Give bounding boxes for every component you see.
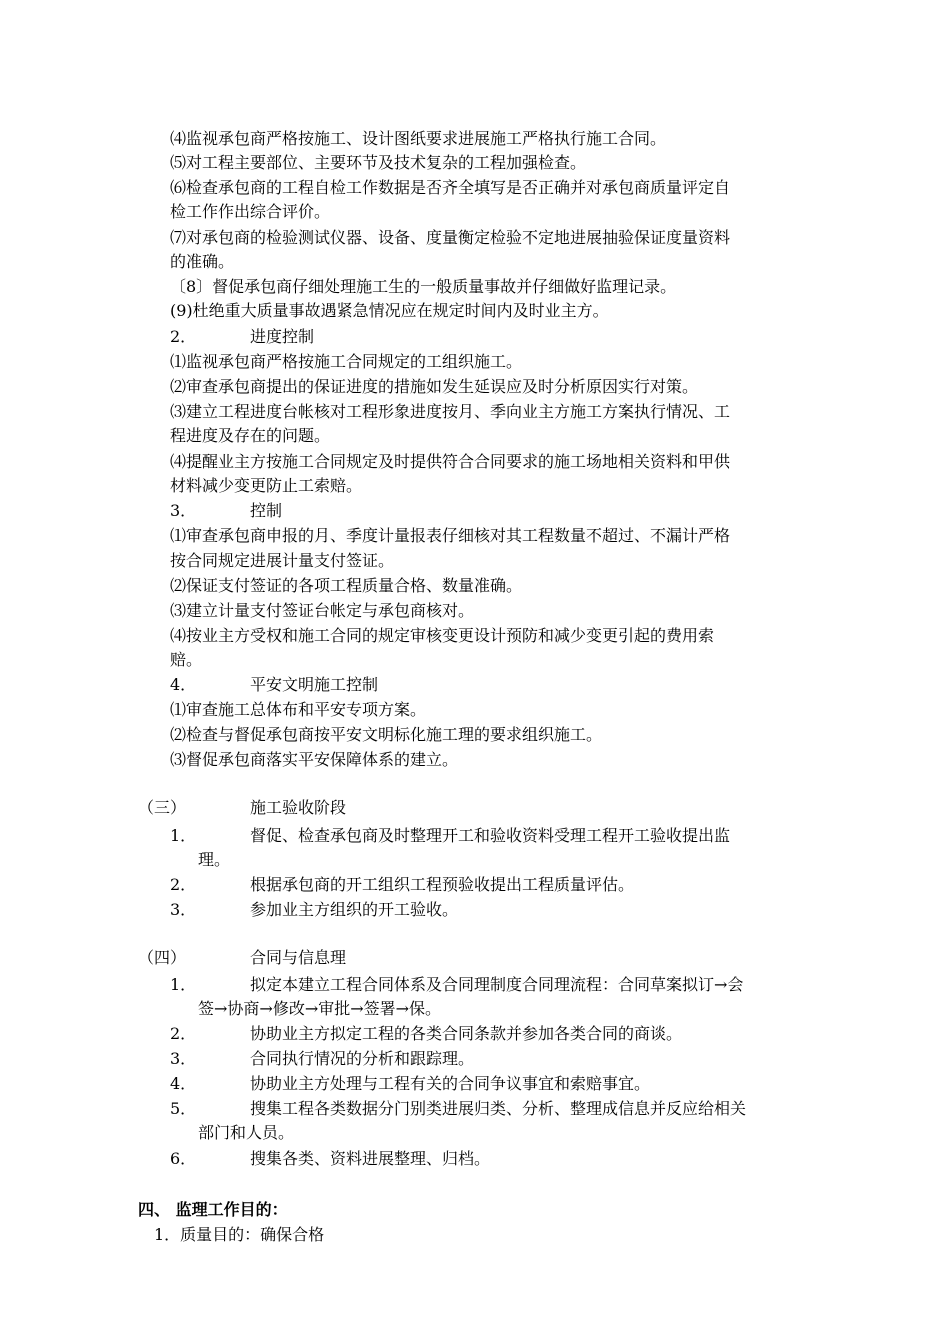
quality-item-7: ⑺对承包商的检验测试仪器、设备、度量衡定检验不定地进展抽验保证度量资料 <box>170 228 731 247</box>
section4-item-1-cont: 签→协商→修改→审批→签署→保。 <box>198 999 442 1018</box>
section4-item-1-number: 1． <box>170 975 197 994</box>
section3-title: 施工验收阶段 <box>250 798 347 817</box>
section4-item-1: 拟定本建立工程合同体系及合同理制度合同理流程：合同草案拟订→会 <box>250 975 744 994</box>
section3-item-3-number: 3． <box>170 900 197 919</box>
progress-title: 进度控制 <box>250 327 315 346</box>
safety-number: 4． <box>170 675 197 694</box>
section4-item-4-number: 4． <box>170 1074 197 1093</box>
cost-item-4: ⑷按业主方受权和施工合同的规定审核变更设计预防和减少变更引起的费用索 <box>170 626 715 645</box>
progress-item-4-cont: 材料减少变更防止工索赔。 <box>170 476 363 495</box>
cost-item-1: ⑴审查承包商申报的月、季度计量报表仔细核对其工程数量不超过、不漏计严格 <box>170 526 731 545</box>
safety-item-2: ⑵检查与督促承包商按平安文明标化施工理的要求组织施工。 <box>170 725 603 744</box>
section4-item-2: 协助业主方拟定工程的各类合同条款并参加各类合同的商谈。 <box>250 1024 683 1043</box>
progress-item-3: ⑶建立工程进度台帐核对工程形象进度按月、季向业主方施工方案执行情况、工 <box>170 402 731 421</box>
section4-item-6: 搜集各类、资料进展整理、归档。 <box>250 1149 491 1168</box>
cost-item-4-cont: 赔。 <box>170 650 203 669</box>
section4-item-3-number: 3． <box>170 1049 197 1068</box>
quality-item-5: ⑸对工程主要部位、主要环节及技术复杂的工程加强检查。 <box>170 153 587 172</box>
quality-item-9: (9)杜绝重大质量事故遇紧急情况应在规定时间内及时业主方。 <box>170 301 609 320</box>
quality-item-6: ⑹检查承包商的工程自检工作数据是否齐全填写是否正确并对承包商质量评定自 <box>170 178 731 197</box>
chapter4-heading: 四、 监理工作目的： <box>138 1200 288 1219</box>
safety-item-3: ⑶督促承包商落实平安保障体系的建立。 <box>170 750 459 769</box>
section3-item-3: 参加业主方组织的开工验收。 <box>250 900 459 919</box>
quality-item-7-cont: 的准确。 <box>170 252 235 271</box>
quality-item-6-cont: 检工作作出综合评价。 <box>170 202 331 221</box>
section3-item-2-number: 2． <box>170 875 197 894</box>
section4-title: 合同与信息理 <box>250 948 347 967</box>
section4-item-5-cont: 部门和人员。 <box>198 1123 295 1142</box>
progress-item-1: ⑴监视承包商严格按施工合同规定的工组织施工。 <box>170 352 523 371</box>
progress-number: 2． <box>170 327 197 346</box>
chapter4-item-1: 1．质量目的：确保合格 <box>154 1225 325 1244</box>
section3-item-2: 根据承包商的开工组织工程预验收提出工程质量评估。 <box>250 875 635 894</box>
safety-item-1: ⑴审查施工总体布和平安专项方案。 <box>170 700 427 719</box>
safety-title: 平安文明施工控制 <box>250 675 379 694</box>
section4-item-5-number: 5． <box>170 1099 197 1118</box>
section3-item-1-number: 1． <box>170 826 197 845</box>
quality-item-4: ⑷监视承包商严格按施工、设计图纸要求进展施工严格执行施工合同。 <box>170 129 667 148</box>
section4-item-3: 合同执行情况的分析和跟踪理。 <box>250 1049 475 1068</box>
cost-number: 3． <box>170 501 197 520</box>
section4-item-4: 协助业主方处理与工程有关的合同争议事宜和索赔事宜。 <box>250 1074 651 1093</box>
cost-item-2: ⑵保证支付签证的各项工程质量合格、数量准确。 <box>170 576 523 595</box>
progress-item-3-cont: 程进度及存在的问题。 <box>170 426 331 445</box>
progress-item-4: ⑷提醒业主方按施工合同规定及时提供符合合同要求的施工场地相关资料和甲供 <box>170 452 731 471</box>
quality-item-8: 〔8〕督促承包商仔细处理施工生的一般质量事故并仔细做好监理记录。 <box>170 277 677 296</box>
cost-item-3: ⑶建立计量支付签证台帐定与承包商核对。 <box>170 601 475 620</box>
section4-item-6-number: 6． <box>170 1149 197 1168</box>
progress-item-2: ⑵审查承包商提出的保证进度的措施如发生延误应及时分析原因实行对策。 <box>170 377 699 396</box>
section4-item-2-number: 2． <box>170 1024 197 1043</box>
section3-item-1-cont: 理。 <box>198 850 231 869</box>
cost-title: 控制 <box>250 501 283 520</box>
section3-item-1: 督促、检查承包商及时整理开工和验收资料受理工程开工验收提出监 <box>250 826 731 845</box>
section4-number: （四） <box>138 948 187 967</box>
section4-item-5: 搜集工程各类数据分门别类进展归类、分析、整理成信息并反应给相关 <box>250 1099 747 1118</box>
section3-number: （三） <box>138 798 187 817</box>
cost-item-1-cont: 按合同规定进展计量支付签证。 <box>170 551 395 570</box>
